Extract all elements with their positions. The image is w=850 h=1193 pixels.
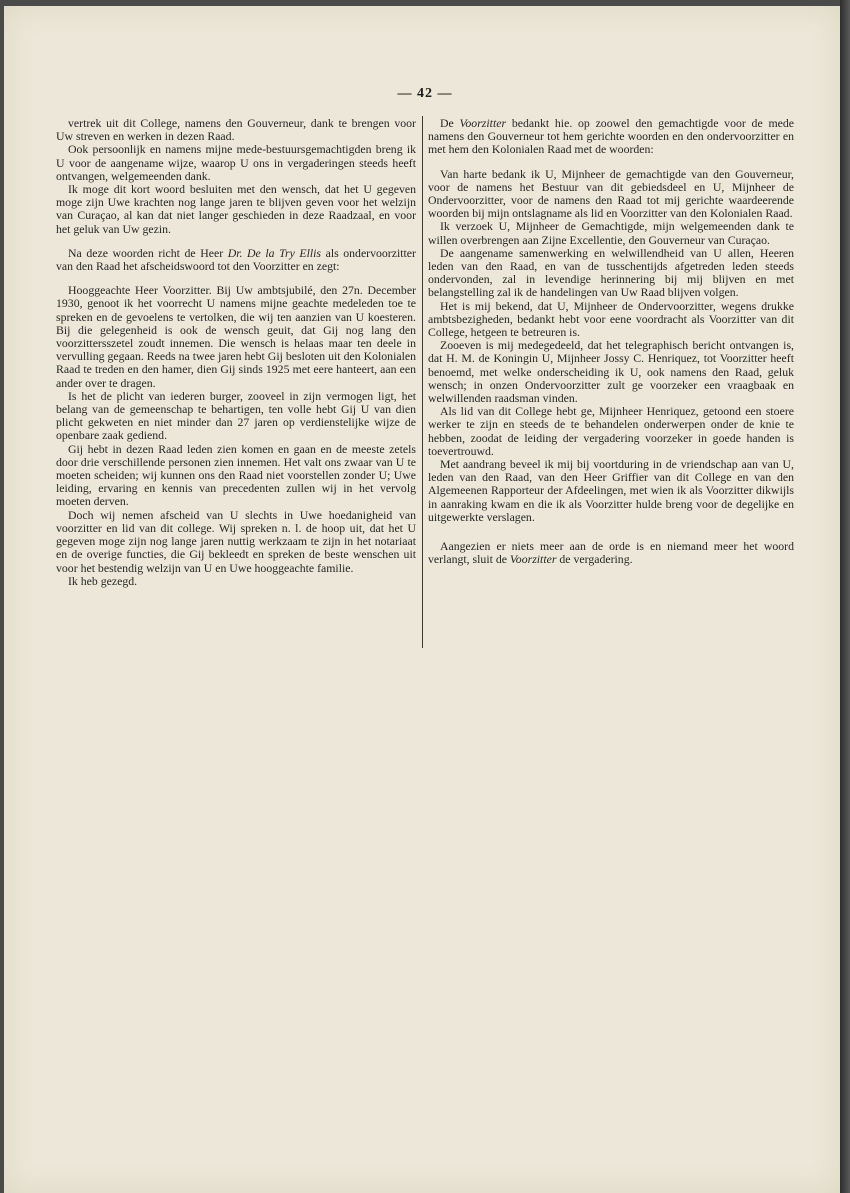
paragraph: Van harte bedank ik U, Mijnheer de gemachtigde van den Gouverneur, voor de namens het Bestuur van dit gebiedsdeel en U, Mijnheer de Ondervoorzitter, voor de namens den Raad tot mij gerichte waardeerende woorden bij mijn ontslagname als lid en Voorzitter van den Kolonialen Raad.: [428, 166, 794, 221]
paragraph-closing: Ik heb gezegd.: [68, 573, 138, 588]
paragraph: Doch wij nemen afscheid van U slechts in Uwe hoedanigheid van voorzitter en lid van dit college. Wij spreken n. l. de hoop uit, dat het U gegeven moge zijn nog lange jaren nuttig werkzaam te zijn in het notariaat en de overige functies, die Gij bekleedt en spreken de beste wenschen uit voor het bestendig welzijn van U en Uwe hooggeachte familie.: [56, 507, 416, 575]
intro-text: bedankt hie. op zoowel den gemachtigde voor de mede namens den Gouverneur tot hem gerichte woorden en den ondervoorzitter en met hem den Kolonialen Raad met de woorden:: [428, 116, 794, 157]
paragraph-speaker-intro: [428, 117, 794, 157]
paragraph: Ook persoonlijk en namens mijne mede-bestuursgemachtigden breng ik U voor de aangename wijze, waarop U ons in vergaderingen steeds heeft ontvangen, welgemeenden dank.: [56, 142, 416, 183]
closing-text: de vergadering.: [556, 552, 633, 567]
paragraph: Zooeven is mij medegedeeld, dat het telegraphisch bericht ontvangen is, dat H. M. de Koningin U, Mijnheer Jossy C. Henriquez, tot Voorzitter heeft benoemd, met welke onderscheiding ik U, ook namens den Raad, geluk wensch; in onzen Ondervoorzitter zult ge voorzeker een vraagbaak en welwillenden raadsman vinden.: [428, 338, 794, 406]
column-divider: [422, 116, 423, 648]
paragraph: Het is mij bekend, dat U, Mijnheer de Ondervoorzitter, wegens drukke ambtsbezigheden, bedankt hebt voor eene voordracht als Voorzitter van dit College, hetgeen te betreuren is.: [428, 298, 794, 340]
paragraph: Gij hebt in dezen Raad leden zien komen en gaan en de meeste zetels door drie verschillende personen zien innemen. Het valt ons zwaar van U te moeten scheiden; wij kunnen ons den Raad niet voorstellen zonder U; Uwe leiding, ervaring en kennis van precedenten zullen wij in het vervolg moeten derven.: [56, 441, 416, 509]
paragraph: Met aandrang beveel ik mij bij voortduring in de vriendschap aan van U, leden van den Raad, van den Heer Griffier van dit College en van den Algemeenen Rapporteur der Afdeelingen, met wien ik als Voorzitter dikwijls in aanraking kwam en die ik als Voorzitter hulde breng voor de degelijke en uitgewerkte verslagen.: [428, 457, 794, 524]
paragraph-closing: [428, 540, 794, 566]
paragraph: Als lid van dit College hebt ge, Mijnheer Henriquez, getoond een stoere werker te zijn en steeds de te behandelen onderwerpen onder de knie te hebben, zoodat de leiding der vergadering voorzeker in goede handen is toevertrouwd.: [428, 404, 794, 458]
right-column: [428, 117, 794, 567]
intro-text: Na deze woorden richt de Heer: [68, 245, 228, 260]
paragraph: Hooggeachte Heer Voorzitter. Bij Uw ambtsjubilé, den 27n. December 1930, genoot ik het voorrecht U namens mijne geachte medeleden toe te spreken en de gevoelens te vertolken, die wij ten aanzien van U koesteren. Bij die gelegenheid is ook de wensch geuit, dat Gij nog lang den voorzittersszetel zoudt innemen. Die wensch is helaas maar ten deele in vervulling gegaan. Reeds na twee jaren hebt Gij besloten uit den Kolonialen Raad te treden en den hamer, dien Gij sinds 1925 met eere hanteert, aan een ander over te dragen.: [56, 283, 416, 390]
paragraph: Ik moge dit kort woord besluiten met den wensch, dat het U gegeven moge zijn Uwe krachten nog lange jaren te blijven geven voor het welzijn van Curaçao, al kan dat niet langer geschieden in deze Raadzaal, en voor het geluk van Uw gezin.: [56, 182, 416, 236]
paragraph: De aangename samenwerking en welwillendheid van U allen, Heeren leden van den Raad, en van de tusschentijds afgetreden leden steeds ondervonden, zal in levendige herinnering bij mij blijven en met belangstelling zal ik de handelingen van Uw Raad blijven volgen.: [428, 245, 794, 300]
intro-text: als ondervoorzitter van den Raad het afscheidswoord tot den Voorzitter en zegt:: [56, 245, 416, 274]
intro-text: De: [440, 116, 460, 130]
paragraph: vertrek uit dit College, namens den Gouverneur, dank te brengen voor Uw streven en werken in dezen Raad.: [56, 116, 416, 144]
page-edge: [840, 0, 850, 1193]
paragraph: Ik verzoek U, Mijnheer de Gemachtigde, mijn welgemeenden dank te willen overbrengen aan Zijne Excellentie, den Gouverneur van Curaçao.: [428, 219, 794, 247]
page-number: — 42 —: [397, 86, 453, 101]
left-column: [56, 117, 416, 588]
speaker-name: Voorzitter: [459, 116, 507, 130]
paragraph-speaker-intro: [56, 247, 416, 273]
speaker-name: Dr. De la Try Ellis: [227, 245, 322, 260]
paragraph: Is het de plicht van iederen burger, zooveel in zijn vermogen ligt, het belang van de gemeenschap te behartigen, ten volle hebt Gij U van dien plicht gekweten en niet minder dan 27 jaren op verdienstelijke wijze de openbare zaak gediend.: [56, 388, 416, 443]
speaker-name: Voorzitter: [509, 552, 557, 567]
closing-text: Aangezien er niets meer aan de orde is en niemand meer het woord verlangt, sluit de: [428, 539, 794, 567]
